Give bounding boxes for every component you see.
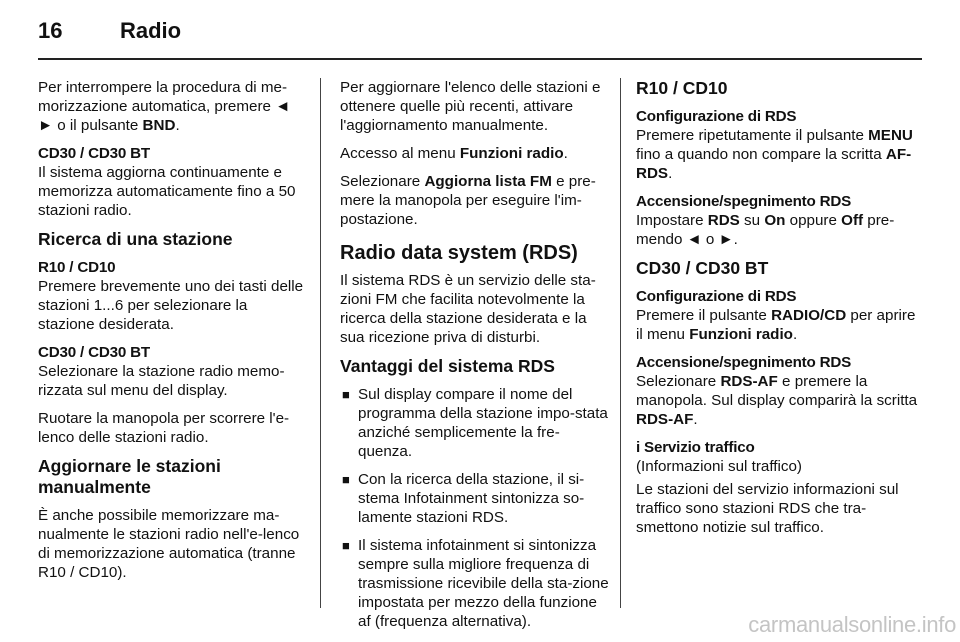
funzioni-radio-keyword: Funzioni radio (459, 145, 564, 162)
subhead-rds-config-1: Configurazione di RDS (636, 108, 797, 125)
paragraph-update-list: Per aggiornare l'elenco delle stazioni e ottenere quelle più recenti, attivare l'aggiornamento manualmente. (340, 79, 601, 134)
paragraph-select-update: Selezionare Aggiorna lista FM e pre-mere la manopola per eseguire l'im-postazione. (340, 173, 596, 228)
paragraph-rds-onoff-2: Selezionare RDS-AF e premere la manopola. Sul display comparirà la scritta RDS-AF. (636, 373, 918, 428)
page-number: 16 (38, 18, 63, 43)
column-divider-1 (320, 78, 321, 608)
paragraph-traffic-info: Le stazioni del servizio informazioni sul traffico sono stazioni RDS che tra-smettono notizie sul traffico. (636, 481, 899, 536)
watermark: carmanualsonline.info (748, 612, 956, 637)
list-item: ■ Il sistema infotainment si sintonizza sempre sulla migliore frequenza di trasmissione ricevibile della sta-zione impostata per mezzo della funzione af (frequenza alternativa). (342, 537, 609, 630)
column-2 (340, 78, 610, 640)
heading-search-station: Ricerca di una stazione (38, 229, 233, 249)
paragraph-rds-onoff-1: Impostare RDS su On oppure Off pre-mendo ◄ o ►. (636, 212, 895, 248)
page-header (38, 18, 922, 48)
rds-advantages-list (340, 385, 610, 631)
heading-update-manual: Aggiornare le stazioni manualmente (38, 456, 221, 497)
list-item: ■ Con la ricerca della stazione, il si-stema Infotainment sintonizza so-lamente stazioni RDS. (342, 471, 585, 526)
paragraph-rds-config-2: Premere il pulsante RADIO/CD per aprire il menu Funzioni radio. (636, 307, 916, 343)
subhead-traffic-service: i Servizio traffico (636, 439, 755, 456)
paragraph-traffic-sub: (Informazioni sul traffico) (636, 458, 802, 475)
column-1 (38, 78, 308, 591)
heading-rds-advantages: Vantaggi del sistema RDS (340, 356, 555, 376)
paragraph-rds-config-1: Premere ripetutamente il pulsante MENU fino a quando non compare la scritta AF-RDS. (636, 127, 913, 182)
subhead-rds-config-2: Configurazione di RDS (636, 288, 797, 305)
aggiorna-lista-keyword: Aggiorna lista FM (424, 173, 552, 190)
heading-rds: Radio data system (RDS) (340, 242, 578, 264)
subhead-r10: R10 / CD10 (38, 259, 116, 276)
paragraph-update-manual: È anche possibile memorizzare ma-nualmente le stazioni radio nell'e-lenco di memorizzazione automatica (tranne R10 / CD10). (38, 507, 300, 581)
page-title: Radio (120, 18, 182, 43)
subhead-rds-onoff-2: Accensione/spegnimento RDS (636, 354, 852, 371)
heading-r10-cd10: R10 / CD10 (636, 78, 728, 98)
header-rule (38, 58, 922, 60)
paragraph-cd30-select: Selezionare la stazione radio memo-rizzata sul menu del display. (38, 363, 285, 399)
subhead-rds-onoff-1: Accensione/spegnimento RDS (636, 193, 852, 210)
bullet-icon: ■ (342, 472, 350, 487)
paragraph-cd30-scroll: Ruotare la manopola per scorrere l'e-lenco delle stazioni radio. (38, 410, 290, 446)
heading-cd30-bt: CD30 / CD30 BT (636, 258, 769, 278)
paragraph-auto-update: Il sistema aggiorna continuamente e memorizza automaticamente fino a 50 stazioni radio. (38, 164, 296, 219)
column-divider-2 (620, 78, 621, 608)
paragraph-rds-intro: Il sistema RDS è un servizio delle sta-zioni FM che facilita notevolmente la ricerca della stazione desiderata e la sua ricezione priva di disturbi. (340, 272, 596, 346)
subhead-cd30-2: CD30 / CD30 BT (38, 344, 150, 361)
subhead-cd30-1: CD30 / CD30 BT (38, 145, 150, 162)
paragraph-r10-select: Premere brevemente uno dei tasti delle stazioni 1...6 per selezionare la stazione desiderata. (38, 278, 304, 333)
column-3 (636, 78, 926, 546)
list-item: ■ Sul display compare il nome del programma della stazione impo-stata anziché semplicemente la fre-quenza. (342, 386, 608, 460)
bnd-keyword: BND (142, 117, 176, 134)
bullet-icon: ■ (342, 387, 350, 402)
paragraph-interrupt: Per interrompere la procedura di me-morizzazione automatica, premere ◄ ► o il pulsante BND. (38, 79, 291, 134)
paragraph-menu-access: Accesso al menu Funzioni radio. (340, 145, 568, 162)
bullet-icon: ■ (342, 538, 350, 553)
